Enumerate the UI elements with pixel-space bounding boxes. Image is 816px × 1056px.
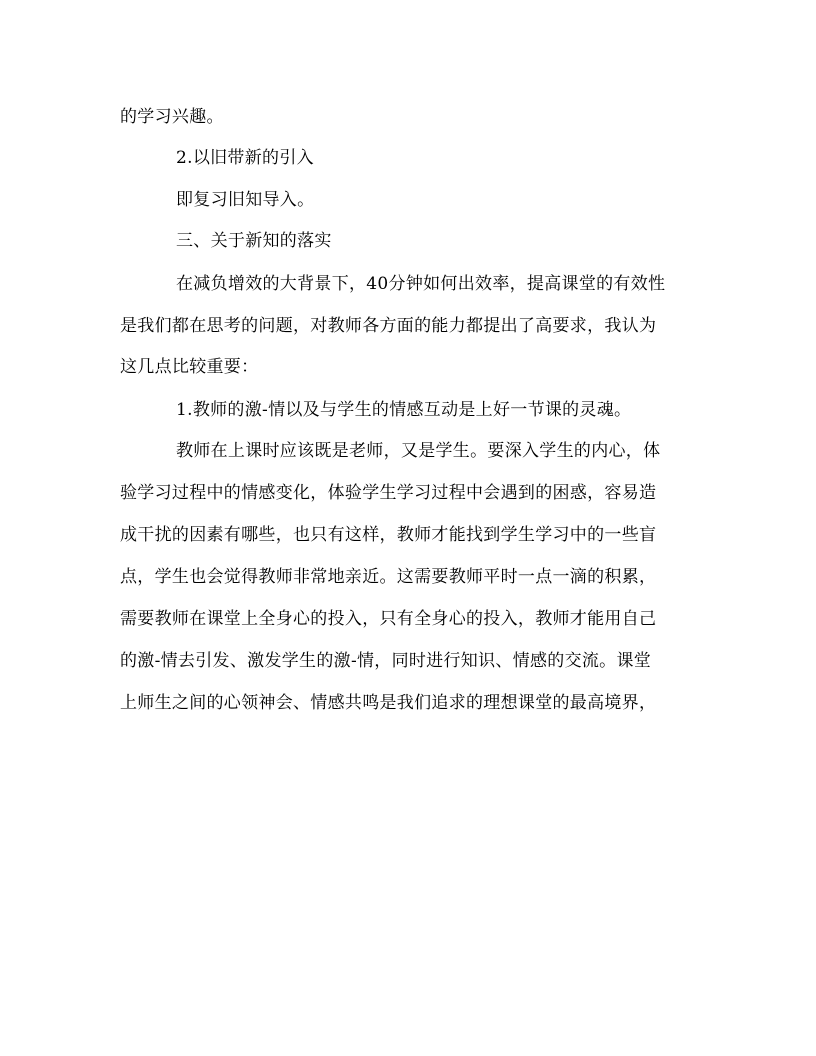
text-line: 点，学生也会觉得教师非常地亲近。这需要教师平时一点一滴的积累， <box>120 567 657 587</box>
text-line: 这几点比较重要： <box>120 357 259 377</box>
text-line: 的激-情去引发、激发学生的激-情，同时进行知识、情感的交流。课堂 <box>120 651 652 671</box>
text-line: 的学习兴趣。 <box>120 107 224 127</box>
text-line: 上师生之间的心领神会、情感共鸣是我们追求的理想课堂的最高境界， <box>120 693 657 713</box>
text-line: 需要教师在课堂上全身心的投入，只有全身心的投入，教师才能用自己 <box>120 609 657 629</box>
text-line: 即复习旧知导入。 <box>176 190 315 210</box>
text-line: 在减负增效的大背景下，40分钟如何出效率，提高课堂的有效性 <box>176 274 666 294</box>
text-line: 是我们都在思考的问题，对教师各方面的能力都提出了高要求，我认为 <box>120 316 657 336</box>
list-item-heading: 1.教师的激-情以及与学生的情感互动是上好一节课的灵魂。 <box>176 400 632 420</box>
text-line: 成干扰的因素有哪些，也只有这样，教师才能找到学生学习中的一些盲 <box>120 525 657 545</box>
list-item-heading: 2.以旧带新的引入 <box>176 148 314 168</box>
text-line: 验学习过程中的情感变化，体验学生学习过程中会遇到的困惑，容易造 <box>120 483 657 503</box>
text-line: 教师在上课时应该既是老师，又是学生。要深入学生的内心，体 <box>176 441 661 461</box>
section-heading: 三、关于新知的落实 <box>176 231 332 251</box>
